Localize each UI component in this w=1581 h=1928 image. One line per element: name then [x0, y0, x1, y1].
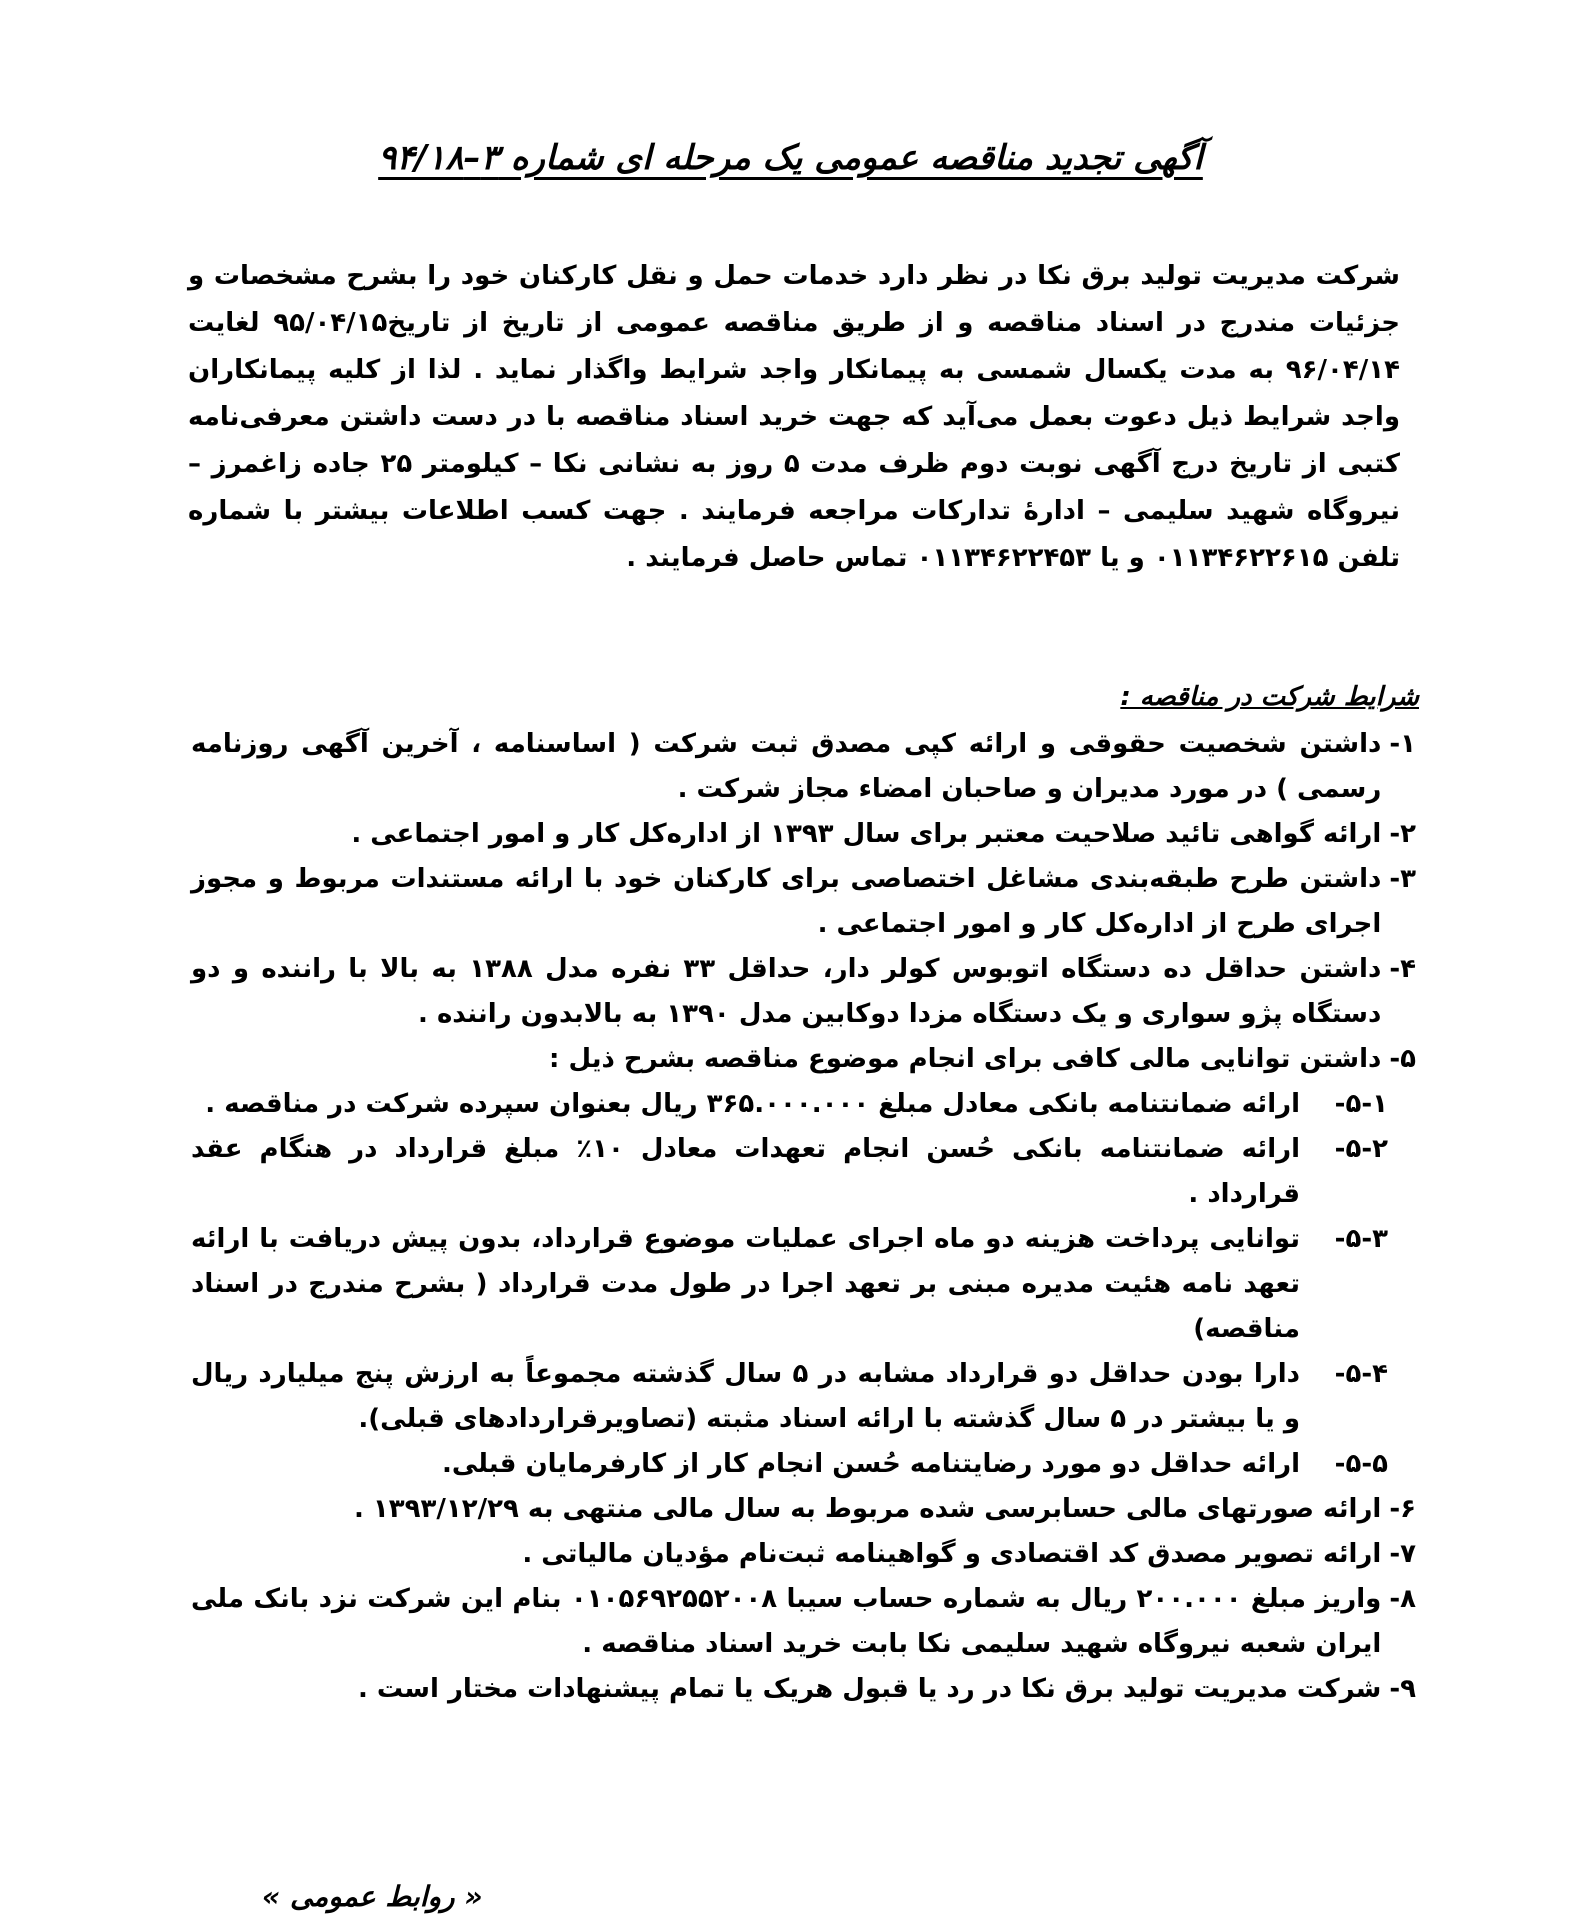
- conditions-heading: شرایط شرکت در مناقصه :: [1120, 682, 1419, 712]
- condition-number: ۱-: [1389, 729, 1416, 759]
- sub-condition-number: ۵-۲-: [1334, 1134, 1388, 1164]
- condition-item-1: [191, 722, 1416, 812]
- condition-item-8: [191, 1577, 1416, 1667]
- sub-condition-text: ارائه حداقل دو مورد رضایتنامه حُسن انجام کار از کارفرمایان قبلی.: [441, 1449, 1300, 1479]
- sub-condition-item-5-1: [191, 1082, 1416, 1127]
- condition-text: شرکت مدیریت تولید برق نکا در رد یا قبول هریک یا تمام پیشنهادات مختار است .: [357, 1674, 1382, 1704]
- condition-text: واریز مبلغ ۲۰۰.۰۰۰ ریال به شماره حساب سیبا ۰۱۰۵۶۹۲۵۵۲۰۰۸ بنام این شرکت نزد بانک ملی ایران شعبه نیروگاه شهید سلیمی نکا بابت خرید اسناد مناقصه .: [191, 1584, 1382, 1659]
- condition-item-6: [191, 1487, 1416, 1532]
- sub-conditions-list: [191, 1082, 1416, 1487]
- intro-paragraph: شرکت مدیریت تولید برق نکا در نظر دارد خدمات حمل و نقل کارکنان خود را بشرح مشخصات و جزئیات مندرج در اسناد مناقصه و از طریق مناقصه عمومی از تاریخ از تاریخ۹۵/۰۴/۱۵ لغایت ۹۶/۰۴/۱۴ به مدت یکسال شمسی به پیمانکار واجد شرایط واگذار نماید . لذا از کلیه پیمانکاران واجد شرایط ذیل دعوت بعمل می‌آید که جهت خرید اسناد مناقصه با در دست داشتن معرفی‌نامه کتبی از تاریخ درج آگهی نوبت دوم ظرف مدت ۵ روز به نشانی نکا – کیلومتر ۲۵ جاده زاغمرز – نیروگاه شهید سلیمی – ادارهٔ تدارکات مراجعه فرمایند . جهت کسب اطلاعات بیشتر با شماره تلفن ۰۱۱۳۴۶۲۲۶۱۵ و یا ۰۱۱۳۴۶۲۲۴۵۳ تماس حاصل فرمایند .: [188, 261, 1401, 573]
- signature: « روابط عمومی »: [262, 1880, 483, 1913]
- sub-condition-item-5-3: [191, 1217, 1416, 1352]
- sub-condition-text: ارائه ضمانتنامه بانکی حُسن انجام تعهدات معادل ۱۰٪ مبلغ قرارداد در هنگام عقد قرارداد .: [191, 1134, 1300, 1209]
- condition-number: ۸-: [1389, 1584, 1416, 1614]
- condition-item-5: [191, 1037, 1416, 1082]
- condition-text: داشتن حداقل ده دستگاه اتوبوس کولر دار، حداقل ۳۳ نفره مدل ۱۳۸۸ به بالا با راننده و دو دستگاه پژو سواری و یک دستگاه مزدا دوکابین مدل ۱۳۹۰ به بالابدون راننده .: [191, 954, 1382, 1029]
- sub-condition-item-5-5: [191, 1442, 1416, 1487]
- condition-text: داشتن شخصیت حقوقی و ارائه کپی مصدق ثبت شرکت ( اساسنامه ، آخرین آگهی روزنامه رسمی ) در مورد مدیران و صاحبان امضاء مجاز شرکت .: [191, 729, 1382, 804]
- condition-number: ۵-: [1389, 1044, 1416, 1074]
- condition-number: ۹-: [1389, 1674, 1416, 1704]
- condition-text: ارائه گواهی تائید صلاحیت معتبر برای سال ۱۳۹۳ از اداره‌کل کار و امور اجتماعی .: [351, 819, 1382, 849]
- page-title: [0, 138, 1581, 178]
- sub-condition-item-5-4: [191, 1352, 1416, 1442]
- condition-item-2: [191, 812, 1416, 857]
- sub-condition-number: ۵-۵-: [1334, 1449, 1388, 1479]
- condition-text: ارائه صورتهای مالی حسابرسی شده مربوط به سال مالی منتهی به ۱۳۹۳/۱۲/۲۹ .: [353, 1494, 1382, 1524]
- sub-condition-text: توانایی پرداخت هزینه دو ماه اجرای عملیات موضوع قرارداد، بدون پیش دریافت با ارائه تعهد نامه هئیت مدیره مبنی بر تعهد اجرا در طول مدت قرارداد ( بشرح مندرج در اسناد مناقصه): [191, 1224, 1300, 1344]
- sub-conditions: [191, 1082, 1416, 1487]
- condition-number: ۶-: [1389, 1494, 1416, 1524]
- condition-text: داشتن توانایی مالی کافی برای انجام موضوع مناقصه بشرح ذیل :: [549, 1044, 1382, 1074]
- conditions-list: [191, 722, 1416, 1712]
- condition-item-4: [191, 947, 1416, 1037]
- sub-condition-text: ارائه ضمانتنامه بانکی معادل مبلغ ۳۶۵.۰۰۰.۰۰۰ ریال بعنوان سپرده شرکت در مناقصه .: [205, 1089, 1300, 1119]
- condition-item-3: [191, 857, 1416, 947]
- sub-condition-number: ۵-۳-: [1334, 1224, 1388, 1254]
- sub-condition-item-5-2: [191, 1127, 1416, 1217]
- condition-text: داشتن طرح طبقه‌بندی مشاغل اختصاصی برای کارکنان خود با ارائه مستندات مربوط و مجوز اجرای طرح از اداره‌کل کار و امور اجتماعی .: [191, 864, 1382, 939]
- page-title-text: آگهی تجدید مناقصه عمومی یک مرحله ای شماره ۳–۹۴/۱۸: [378, 138, 1203, 178]
- condition-number: ۲-: [1389, 819, 1416, 849]
- condition-item-7: [191, 1532, 1416, 1577]
- sub-condition-number: ۵-۴-: [1334, 1359, 1388, 1389]
- condition-text: ارائه تصویر مصدق کد اقتصادی و گواهینامه ثبت‌نام مؤدیان مالیاتی .: [522, 1539, 1382, 1569]
- condition-number: ۳-: [1389, 864, 1416, 894]
- condition-number: ۷-: [1389, 1539, 1416, 1569]
- sub-condition-number: ۵-۱-: [1334, 1089, 1388, 1119]
- condition-number: ۴-: [1389, 954, 1416, 984]
- sub-condition-text: دارا بودن حداقل دو قرارداد مشابه در ۵ سال گذشته مجموعاً به ارزش پنج میلیارد ریال و یا بیشتر در ۵ سال گذشته با ارائه اسناد مثبته (تصاویرقراردادهای قبلی).: [191, 1359, 1300, 1434]
- condition-item-9: [191, 1667, 1416, 1712]
